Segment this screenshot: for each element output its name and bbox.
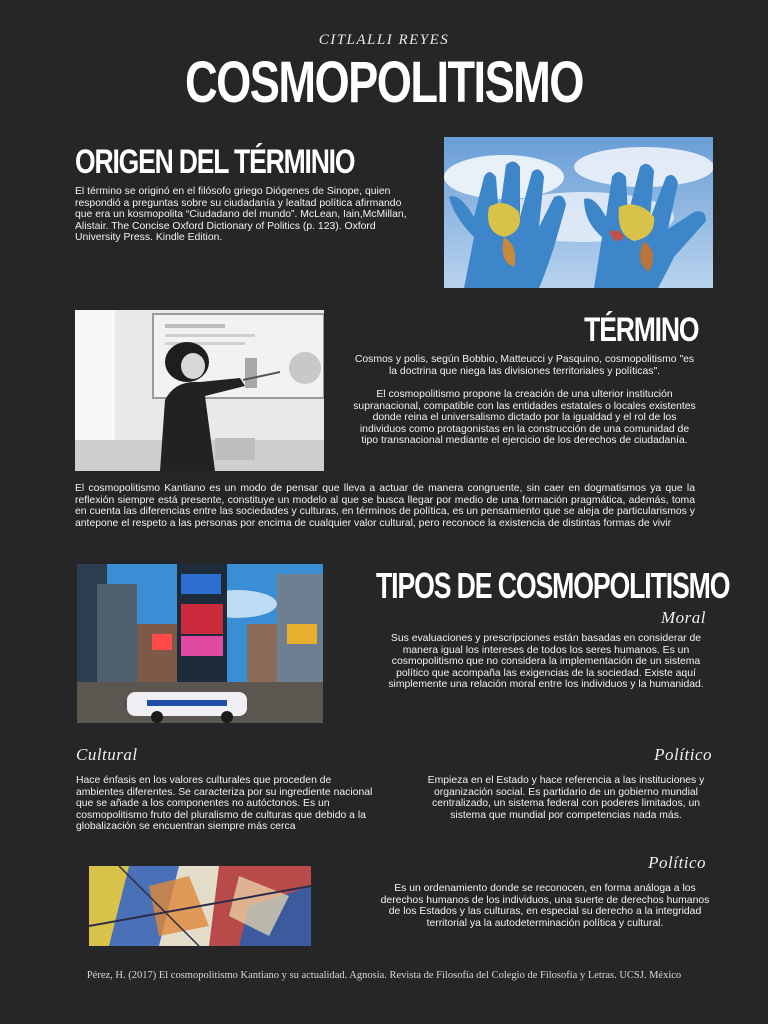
- politico-text: Empieza en el Estado y hace referencia a las instituciones y organización social. Es partidario de un gobierno mundial centralizado, un sistema federal con poderes limitados, un sistema que mundial por competencias nada más.: [427, 775, 705, 821]
- author-name: CITLALLI REYES: [318, 32, 450, 48]
- subheading-moral: Moral: [661, 608, 706, 627]
- politico-2-text: Es un ordenamiento donde se reconocen, en forma análoga a los derechos humanos de los individuos, una suerte de derechos humanos de los Estados y las culturas, en especial su derecho a la integridad territorial ya la autodeterminación política y cultural.: [380, 883, 710, 929]
- cultural-text: Hace énfasis en los valores culturales que proceden de ambientes diferentes. Se caracteriza por su ingrediente nacional que se añade a los componentes no autóctonos. Es un cosmopolitismo fruto del pluralismo de culturas que debido a la globalización se encuentran siempre más cerca: [76, 775, 373, 832]
- termino-text-2: El cosmopolitismo propone la creación de una ulterior institución supranacional, compatible con las entidades estatales o locales existentes donde reina el universalismo dictado por la igualdad y el rol de los individuos como protagonistas en la construcción de una comunidad de tipo transnacional mediante el ejercicio de los derechos de ciudadanía.: [353, 389, 696, 446]
- kantiano-text: El cosmopolitismo Kantiano es un modo de pensar que lleva a actuar de manera congruente, sin caer en dogmatismos ya que la reflexión siempre está presente, constituye un modelo al que se busca llegar por medio de una formación pragmática, además, toma en cuenta las diferencias entre las sociedades y culturas, en términos de política, es un pensamiento que se aleja de particularismos y antepone el respeto a las personas por encima de cualquier valor cultural, pero reconoce la existencia de distintas formas de vivir: [75, 483, 695, 529]
- presenter-image: [75, 310, 324, 471]
- origen-text: El término se originó en el filósofo griego Diógenes de Sinope, quien respondió a preguntas sobre su ciudadanía y lealtad política afirmando que era un kosmopolita “Ciudadano del mundo”. McLean, Iain,McMillan, Alistair. The Concise Oxford Dictionary of Politics (p. 123). Oxford University Press. Kindle Edition.: [75, 186, 407, 243]
- futurist-painting-image: [89, 866, 311, 946]
- heading-tipos: TIPOS DE COSMOPOLITISMO: [376, 565, 730, 606]
- moral-text: Sus evaluaciones y prescripciones están basadas en considerar de manera igual los intereses de todos los seres humanos. Es un cosmopolitismo que no considera la implementación de un sistema político que acompaña las exigencias de la sociedad. Existe aquí simplemente una relación moral entre los individuos y la humanidad.: [388, 633, 704, 690]
- footer-citation: Pérez, H. (2017) El cosmopolitismo Kantiano y su actualidad. Agnosia. Revista de Filosofía del Colegio de Filosofía y Letras. UCSJ. México: [86, 970, 682, 981]
- city-street-image: [77, 564, 323, 723]
- heading-origen: ORIGEN DEL TÉRMINIO: [75, 143, 355, 181]
- hands-world-map-image: [444, 137, 713, 288]
- subheading-politico-2: Político: [648, 853, 706, 872]
- heading-termino: TÉRMINO: [583, 311, 698, 349]
- page-title: COSMOPOLITISMO: [185, 50, 583, 115]
- subheading-politico: Político: [654, 745, 712, 764]
- subheading-cultural: Cultural: [76, 745, 138, 764]
- termino-text-1: Cosmos y polis, según Bobbio, Matteucci y Pasquino, cosmopolitismo "es la doctrina que niega las divisiones territoriales y políticas".: [354, 354, 695, 377]
